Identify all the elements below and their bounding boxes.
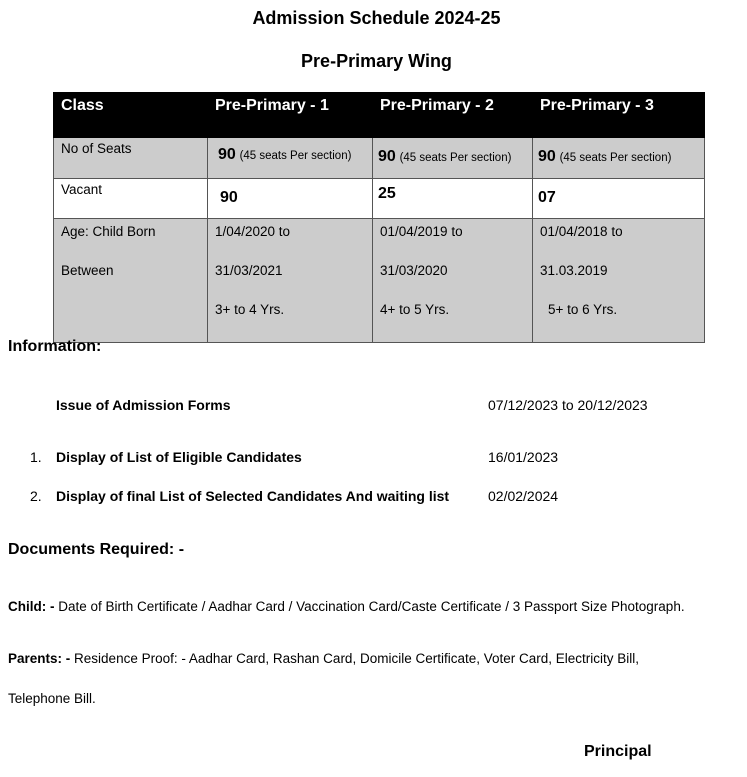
age-from: 1/04/2020 to [215,224,291,239]
age-cell-1 [208,219,373,343]
age-from: 01/04/2019 to [380,224,463,239]
header-pre-primary-3: Pre-Primary - 3 [533,93,705,138]
age-to: 31.03.2019 [540,263,608,278]
parents-documents-text: Residence Proof: - Aadhar Card, Rashan Card, Domicile Certificate, Voter Card, Electricity Bill, [74,651,640,666]
info-item-final-list: Display of final List of Selected Candidates And waiting list [56,488,450,504]
documents-heading: Documents Required: - [8,541,185,558]
age-label-cell [54,219,208,343]
child-documents [8,599,685,614]
seats-cell-1 [208,138,373,179]
table-row-seats [54,138,705,179]
table-row-age [54,219,705,343]
information-heading: Information: [8,338,102,355]
vacant-label: Vacant [54,179,208,219]
child-label: Child: - [8,599,55,614]
seats-cell-2 [373,138,533,179]
parents-documents-text-cont: Telephone Bill. [8,691,96,706]
age-cell-3 [533,219,705,343]
header-class: Class [54,93,208,138]
age-range: 4+ to 5 Yrs. [380,302,450,317]
header-pre-primary-1: Pre-Primary - 1 [208,93,373,138]
seats-label: No of Seats [54,138,208,179]
age-range: 3+ to 4 Yrs. [215,302,285,317]
seats-value: 90 [538,148,556,165]
age-cell-2 [373,219,533,343]
age-range: 5+ to 6 Yrs. [548,302,618,317]
seats-note: (45 seats Per section) [399,152,512,164]
info-date-final-list: 02/02/2024 [488,488,559,504]
info-date-admission-forms: 07/12/2023 to 20/12/2023 [488,397,648,413]
vacant-value-1: 90 [208,179,373,219]
list-number: 1. [30,449,42,465]
seats-value: 90 [378,148,396,165]
info-item-admission-forms: Issue of Admission Forms [56,397,231,413]
age-from: 01/04/2018 to [540,224,623,239]
age-to: 31/03/2020 [380,263,448,278]
seats-value: 90 [218,146,236,163]
parent-documents [8,651,639,666]
table-header-row [54,93,705,138]
age-to: 31/03/2021 [215,263,283,278]
seats-note: (45 seats Per section) [239,150,352,162]
vacant-value-2: 25 [373,179,533,219]
header-pre-primary-2: Pre-Primary - 2 [373,93,533,138]
page-title: Admission Schedule 2024-25 [252,8,501,28]
age-label-between: Between [61,263,114,278]
list-number: 2. [30,488,42,504]
info-date-eligible-list: 16/01/2023 [488,449,559,465]
page-subtitle: Pre-Primary Wing [301,51,452,71]
child-documents-text: Date of Birth Certificate / Aadhar Card / Vaccination Card/Caste Certificate / 3 Passport Size Photograph. [58,599,685,614]
age-label: Age: Child Born [61,224,156,239]
table-row-vacant [54,179,705,219]
seats-note: (45 seats Per section) [559,152,672,164]
vacant-value-3: 07 [533,179,705,219]
info-item-eligible-list: Display of List of Eligible Candidates [56,449,302,465]
parents-label: Parents: - [8,651,71,666]
seats-cell-3 [533,138,705,179]
admission-schedule-table [53,92,705,343]
principal-signature: Principal [584,743,652,760]
